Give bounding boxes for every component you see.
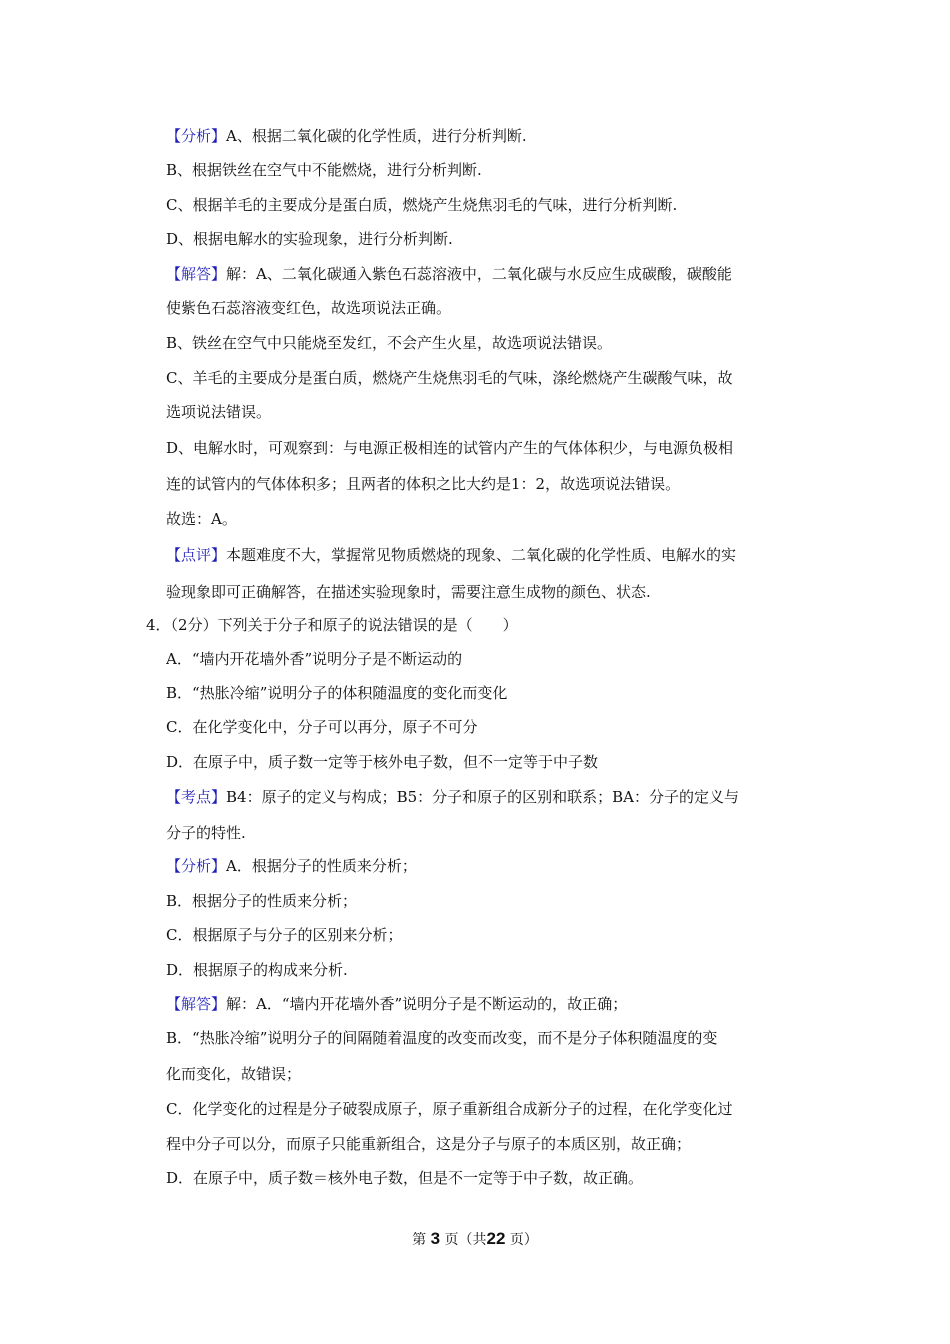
q3-answer-line-7: 连的试管内的气体体积多；且两者的体积之比大约是1：2，故选项说法错误。 [166, 475, 681, 493]
page-total: 22 [486, 1229, 506, 1248]
q4-answer-line-2: B．“热胀冷缩”说明分子的间隔随着温度的改变而改变，而不是分子体积随温度的变 [166, 1029, 718, 1047]
q3-answer-line-6: D、电解水时，可观察到：与电源正极相连的试管内产生的气体体积少，与电源负极相 [166, 439, 734, 457]
q3-answer-line-2: 使紫色石蕊溶液变红色，故选项说法正确。 [166, 299, 452, 317]
analysis-tag: 【分析】 [166, 857, 227, 875]
q3-answer-line-5: 选项说法错误。 [166, 403, 272, 421]
q4-analysis-line-1: 【分析】A．根据分子的性质来分析； [166, 857, 417, 875]
comment-tag: 【点评】 [166, 546, 227, 564]
q4-analysis-line-4: D．根据原子的构成来分析. [166, 961, 348, 979]
q4-stem: 4．（2分）下列关于分子和原子的说法错误的是（ ） [146, 616, 518, 634]
q4-answer-line-5: 程中分子可以分，而原子只能重新组合，这是分子与原子的本质区别，故正确； [166, 1135, 692, 1153]
q4-answer-line-3: 化而变化，故错误； [166, 1065, 302, 1083]
q3-answer-line-3: B、铁丝在空气中只能烧至发红，不会产生火星，故选项说法错误。 [166, 334, 613, 352]
q3-answer-line-8: 故选：A。 [166, 510, 237, 528]
q4-analysis-line-3: C．根据原子与分子的区别来分析； [166, 926, 403, 944]
answer-tag: 【解答】 [166, 265, 227, 283]
q3-analysis-line-1: 【分析】A、根据二氧化碳的化学性质，进行分析判断. [166, 127, 527, 145]
answer-tag: 【解答】 [166, 995, 227, 1013]
q3-comment-line-2: 验现象即可正确解答，在描述实验现象时，需要注意生成物的颜色、状态. [166, 583, 651, 601]
q3-analysis-line-2: B、根据铁丝在空气中不能燃烧，进行分析判断. [166, 161, 482, 179]
q3-analysis-line-4: D、根据电解水的实验现象，进行分析判断. [166, 230, 453, 248]
q3-comment-line-1: 【点评】本题难度不大，掌握常见物质燃烧的现象、二氧化碳的化学性质、电解水的实 [166, 546, 737, 564]
kaodian-tag: 【考点】 [166, 788, 227, 806]
q3-answer-line-4: C、羊毛的主要成分是蛋白质，燃烧产生烧焦羽毛的气味，涤纶燃烧产生碳酸气味，故 [166, 369, 733, 387]
q4-option-b: B．“热胀冷缩”说明分子的体积随温度的变化而变化 [166, 684, 508, 702]
q4-analysis-line-2: B．根据分子的性质来分析； [166, 892, 358, 910]
q4-option-a: A．“墙内开花墙外香”说明分子是不断运动的 [166, 650, 463, 668]
q4-option-c: C．在化学变化中，分子可以再分，原子不可分 [166, 718, 478, 736]
q4-option-d: D．在原子中，质子数一定等于核外电子数，但不一定等于中子数 [166, 753, 599, 771]
q3-answer-line-1: 【解答】解：A、二氧化碳通入紫色石蕊溶液中，二氧化碳与水反应生成碳酸，碳酸能 [166, 265, 732, 283]
page-number: 3 [430, 1229, 441, 1248]
q4-answer-line-1: 【解答】解：A．“墙内开花墙外香”说明分子是不断运动的，故正确； [166, 995, 628, 1013]
page-footer: 第 3 页（共22 页） [412, 1229, 538, 1248]
q4-kaodian-line-2: 分子的特性. [166, 824, 246, 842]
q4-kaodian-line-1: 【考点】B4：原子的定义与构成；B5：分子和原子的区别和联系；BA：分子的定义与 [166, 788, 740, 806]
q4-answer-line-6: D．在原子中，质子数＝核外电子数，但是不一定等于中子数，故正确。 [166, 1169, 644, 1187]
analysis-tag: 【分析】 [166, 127, 227, 145]
q4-answer-line-4: C．化学变化的过程是分子破裂成原子，原子重新组合成新分子的过程，在化学变化过 [166, 1100, 733, 1118]
q3-analysis-line-3: C、根据羊毛的主要成分是蛋白质，燃烧产生烧焦羽毛的气味，进行分析判断. [166, 196, 678, 214]
